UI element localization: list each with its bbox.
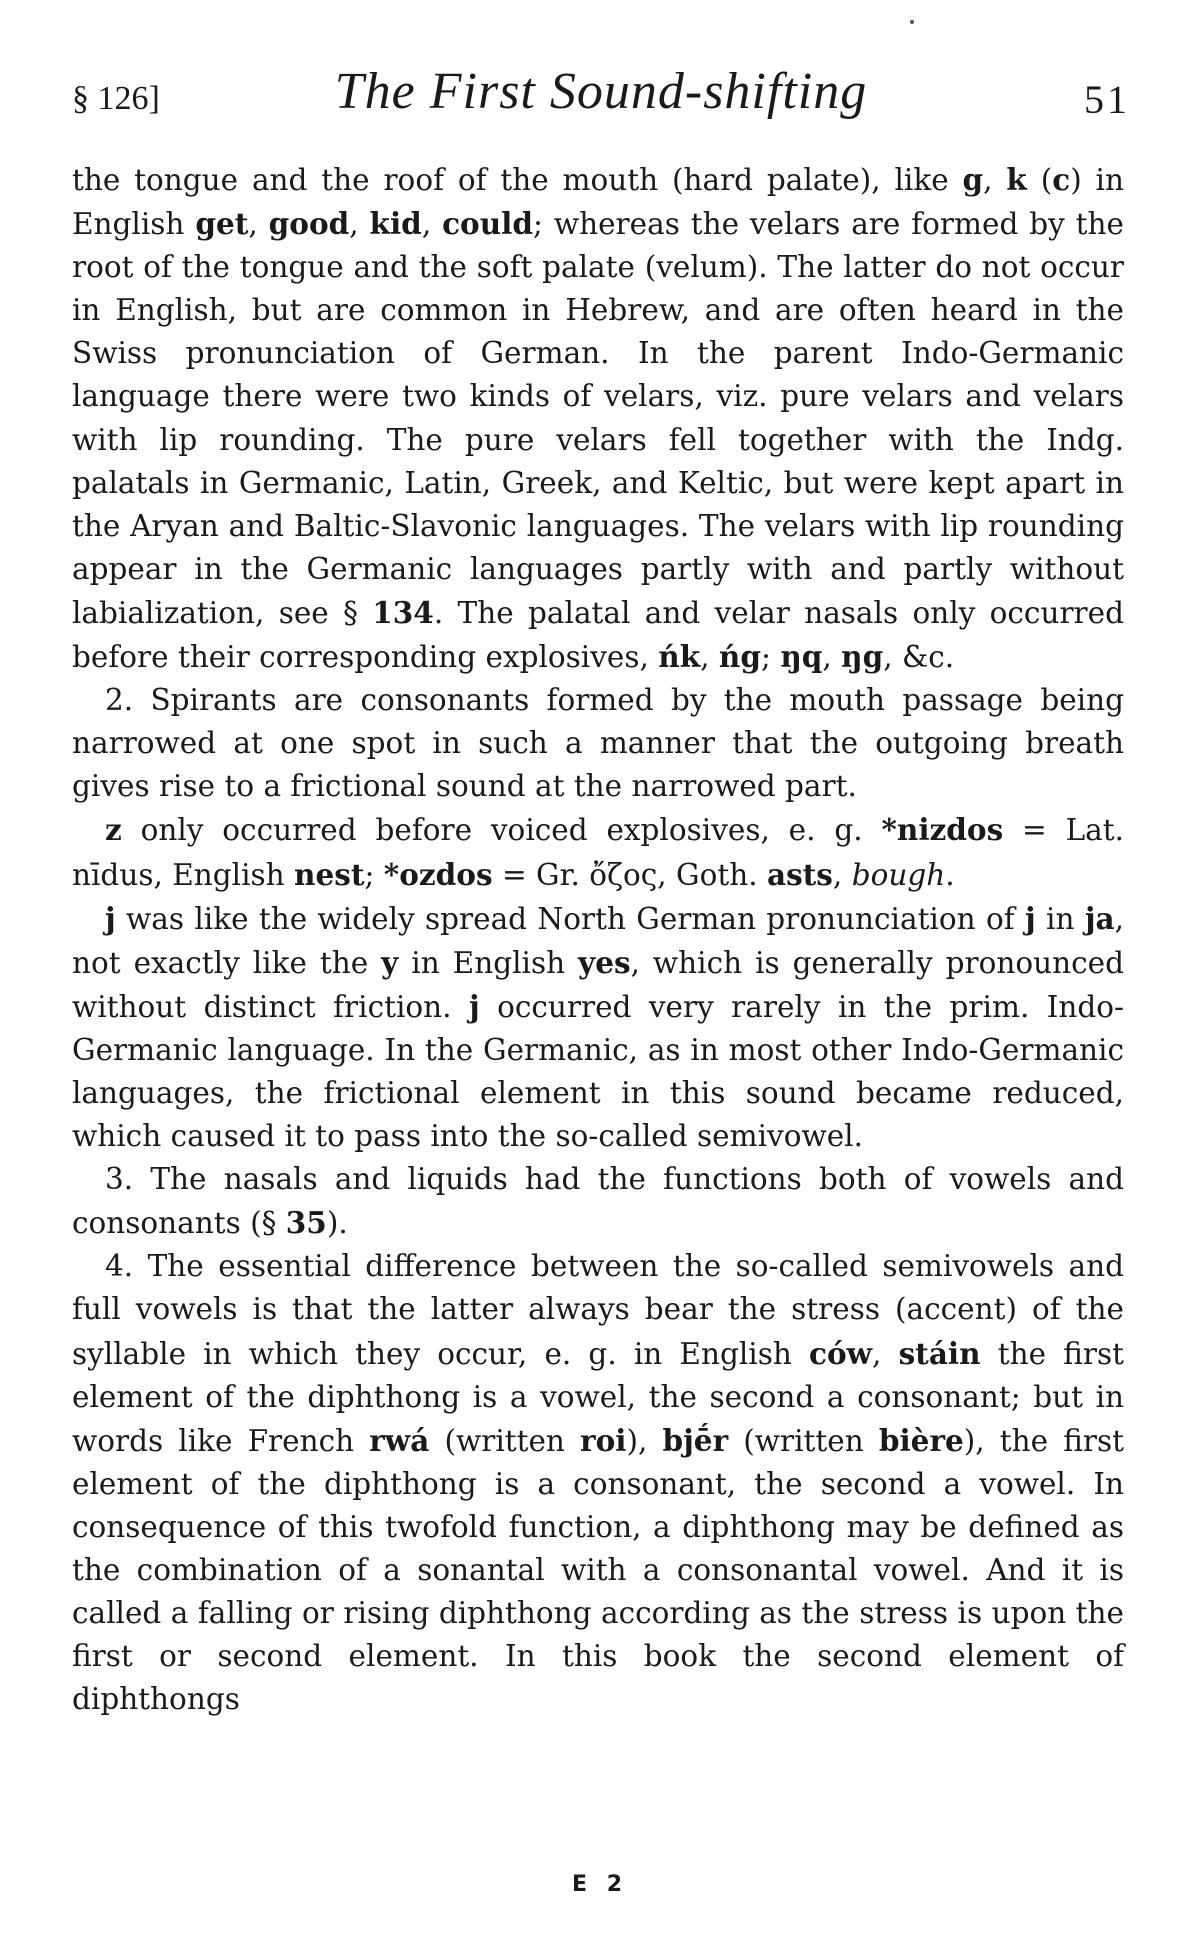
text-run: the tongue and the roof of the mouth (hard palate), like [72,163,963,197]
bold-term: rwá [369,1422,430,1458]
body-text [72,158,1124,1721]
text-run: (written [429,1423,581,1458]
text-run: , [872,1336,899,1371]
text-run: , [822,640,842,675]
bold-term: good [268,206,350,242]
bold-term: kid [369,206,422,242]
italic-gloss: bough [851,857,946,892]
bold-term: *ozdos [383,856,493,892]
text-run: in [1035,901,1085,936]
paragraph-semivowels [72,1245,1124,1721]
paragraph-velars [72,158,1124,679]
text-run: ), [626,1423,663,1458]
bold-term: y [381,944,399,980]
paragraph-nasals-liquids [72,1158,1124,1245]
text-run: , [421,207,443,242]
bold-term: bière [878,1422,964,1458]
bold-term: 134 [372,594,434,630]
paragraph-spirants [72,679,1124,808]
text-run: the first element of the diphthong is a vowel, the second a consonant; but in words like French [72,1336,1124,1458]
running-title: The First Sound-shifting [334,63,868,120]
text-run: ), the first element of the diphthong is a consonant, the second a vowel. In consequence of this twofold function, a diphthong may be defined as the combination of a sonantal with a consonantal vowel. And it is called a falling or rising diphthong according as the stress is upon the first or second element. In this book the second element of diphthongs [72,1423,1124,1717]
text-run: ) in English [72,163,1124,242]
bold-term: j [468,988,480,1024]
text-run: (written [728,1423,879,1458]
text-run: . The palatal and velar nasals only occurred before their corresponding explosives, [72,595,1125,675]
paragraph-z-sound [72,808,1124,896]
bold-term: j [1025,900,1036,936]
bold-term: could [442,206,534,242]
text-run: ; [364,857,384,892]
text-run: , [349,207,370,242]
bold-term: roi [580,1422,627,1458]
text-run: = Lat. nīdus, English [72,813,1124,892]
text-run: = Gr. ὄζος, Goth. [492,857,767,892]
bold-term: yes [578,944,631,980]
text-run: occurred very rarely in the prim. Indo-Germanic language. In the Germanic, as in most other Indo-Germanic languages, the frictional element in this sound became reduced, which caused it to pass into the so-called semivowel. [72,989,1125,1154]
section-reference: § 126] [72,80,160,117]
bold-term: stáin [898,1335,981,1371]
text-run: , [832,857,852,892]
print-speck [910,20,914,24]
bold-term: j [105,900,116,936]
bold-term: ców [809,1335,873,1371]
text-run: ). [326,1206,348,1241]
text-run: ( [1026,163,1053,197]
bold-term: k [1006,162,1027,197]
bold-term: z [105,812,122,848]
text-run: , [983,163,1007,197]
text-run: , which is generally pronounced without distinct friction. [72,945,1124,1024]
text-run: 2. Spirants are consonants formed by the mouth passage being narrowed at one spot in such a manner that the outgoing breath gives rise to a frictional sound at the narrowed part. [72,683,1124,804]
text-run: was like the widely spread North German pronunciation of [115,901,1025,936]
text-run: , &c. [883,640,955,675]
text-run: 4. The essential difference between the so-called semivowels and full vowels is that the latter always bear the stress (accent) of the syllable in which they occur, e. g. in English [72,1249,1124,1371]
bold-term: nest [294,856,365,892]
bold-term: get [195,206,249,242]
bold-term: ńk [658,639,701,675]
bold-term: c [1052,162,1071,197]
bold-term: ja [1084,900,1115,936]
paragraph-j-sound [72,897,1124,1159]
bold-term: 35 [285,1205,327,1241]
text-run: 3. The nasals and liquids had the functions both of vowels and consonants (§ [72,1162,1124,1241]
bold-term: ŋg [841,639,884,675]
bold-term: g [962,162,984,197]
text-run: in English [398,945,579,980]
bold-term: *nizdos [881,812,1004,848]
text-run: , [700,640,719,675]
text-run: . [945,857,955,892]
text-run: , not exactly like the [72,901,1124,980]
running-header [72,62,1130,132]
bold-term: ńg [718,639,761,675]
bold-term: bjḗr [662,1422,729,1458]
text-run: ; whereas the velars are formed by the root of the tongue and the soft palate (velum). The latter do not occur in English, but are common in Hebrew, and are often heard in the Swiss pronunciation of German. In the parent Indo-Germanic language there were two kinds of velars, viz. pure velars and velars with lip rounding. The pure velars fell together with the Indg. palatals in Germanic, Latin, Greek, and Keltic, but were kept apart in the Aryan and Baltic-Slavonic languages. The velars with lip rounding appear in the Germanic languages partly with and partly without labialization, see § [72,207,1124,630]
text-run: ; [761,640,781,675]
page-number: 51 [1084,77,1130,122]
text-run: only occurred before voiced explosives, e. g. [121,813,882,848]
signature-mark: E 2 [572,1872,628,1897]
bold-term: asts [766,856,833,892]
bold-term: ŋq [780,639,823,675]
text-run: , [248,207,269,242]
